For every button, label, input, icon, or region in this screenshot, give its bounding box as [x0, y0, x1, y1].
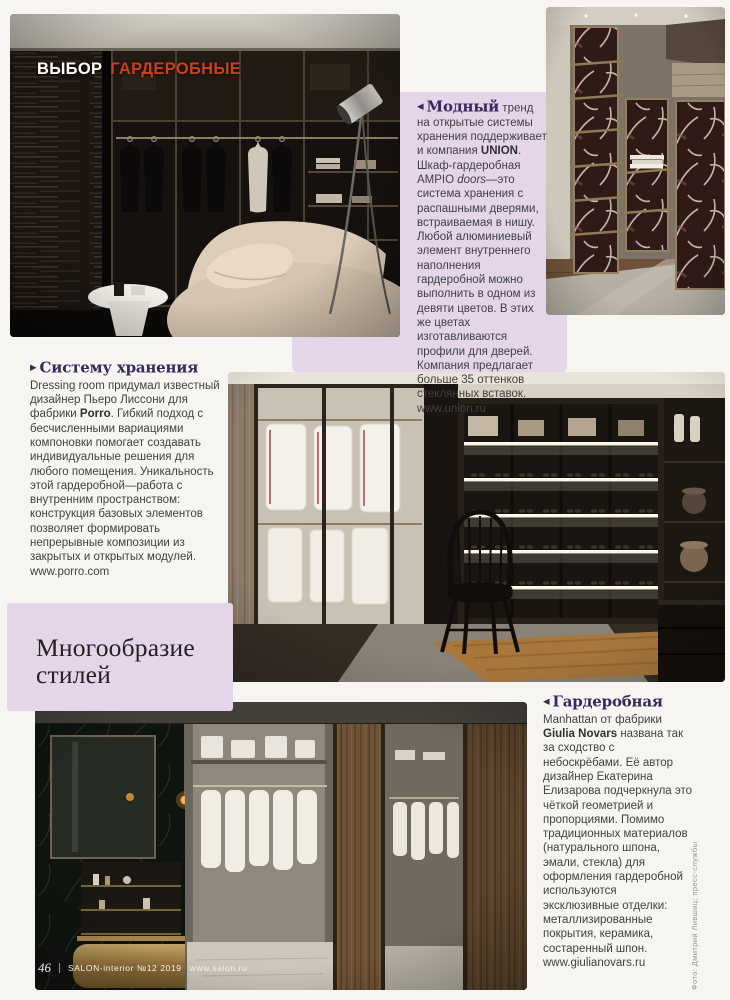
photo-union-marble-closet	[546, 7, 725, 315]
marble-closet-illustration	[546, 7, 725, 315]
article-union-italic: doors	[457, 173, 487, 186]
brand-union: UNION	[480, 145, 518, 158]
dressing-room-illustration	[228, 372, 725, 682]
page-number: 46	[38, 960, 51, 975]
article-porro-title: Систему хранения	[39, 358, 199, 377]
article-porro-body	[30, 360, 229, 579]
magazine-issue-label: SALON-interior №12 2019	[68, 963, 182, 973]
kicker	[37, 60, 241, 79]
giulia-url-text: www.giulianovars.ru	[543, 956, 646, 969]
photo-porro-dressing-room	[228, 372, 725, 682]
article-porro-text: Dressing room придумал известный дизайнер Пьеро Лиссони для фабрики	[30, 379, 220, 421]
manhattan-wardrobe-illustration	[35, 702, 527, 990]
brand-porro: Porro	[79, 408, 111, 421]
article-porro	[30, 360, 229, 579]
article-porro-text2: . Гибкий подход с бесчисленными вариациями компоновки помогает создавать индивидуальные решения для любого помещения. Уникальность этой гардеробной—работа с внутренним пространством: конструкция базовых элементов позволяет формировать непрерывные композиции из закрытых и открытых модулей.	[30, 408, 214, 564]
section-title-line1: Многообразие	[36, 633, 195, 662]
porro-url-text: www.porro.com	[30, 565, 110, 578]
footer-divider	[59, 963, 60, 973]
arrow-right-icon: ▶	[30, 362, 37, 372]
page-footer	[38, 960, 247, 976]
article-giulia-text: Manhattan от фабрики	[543, 713, 662, 726]
section-title	[7, 603, 233, 688]
article-union-title: Модный	[426, 97, 500, 116]
article-giulia-text2: названа так за сходство с небоскрёбами. Её автор дизайнер Екатерина Елизарова подчеркнула это чёткой геометрией и пропорциями. Помимо традиционных материалов (натурального шпона, эмали, стекла) для оформления гардеробной используются эксклюзивные отделки: металлизированные покрытия, керамика, состаренный шпон.	[543, 728, 693, 955]
section-title-panel	[7, 603, 233, 711]
article-union-text3: —это система хранения с распашными дверями, встраиваемая в нишу. Любой алюминиевый элемент внутреннего наполнения гардеробной можно выполнить в одном из девяти цветов. В этих же цветах изготавливаются профили для дверей. Компания предлагает больше 35 оттенков стеклянных вставок.	[417, 173, 539, 401]
kicker-section-label: ВЫБОР	[37, 60, 103, 78]
kicker-topic-label: ГАРДЕРОБНЫЕ	[110, 60, 242, 78]
article-union-text: тренд на открытые системы хранения поддерживает и компания	[417, 102, 547, 158]
brand-giulia-novars: Giulia Novars	[543, 728, 618, 741]
arrow-left-icon: ◀	[417, 101, 424, 111]
photo-giulia-manhattan	[35, 702, 527, 990]
article-giulia	[543, 694, 693, 970]
photo-credit: Фото: Дмитрий Лившиц; пресс-службы	[690, 841, 699, 990]
article-giulia-title: Гардеробная	[552, 692, 663, 711]
arrow-left-icon: ◀	[543, 696, 550, 706]
union-url-text: www.union.ru	[417, 402, 487, 415]
section-title-line2: стилей	[36, 660, 111, 689]
article-union-text2: . Шкаф-гардеробная AMPIO	[417, 145, 522, 186]
article-giulia-body	[543, 694, 693, 970]
article-union-body	[417, 99, 549, 416]
photo-union-wardrobe	[10, 14, 400, 337]
magazine-site-label: www.salon.ru	[189, 963, 248, 973]
article-union	[417, 99, 549, 416]
